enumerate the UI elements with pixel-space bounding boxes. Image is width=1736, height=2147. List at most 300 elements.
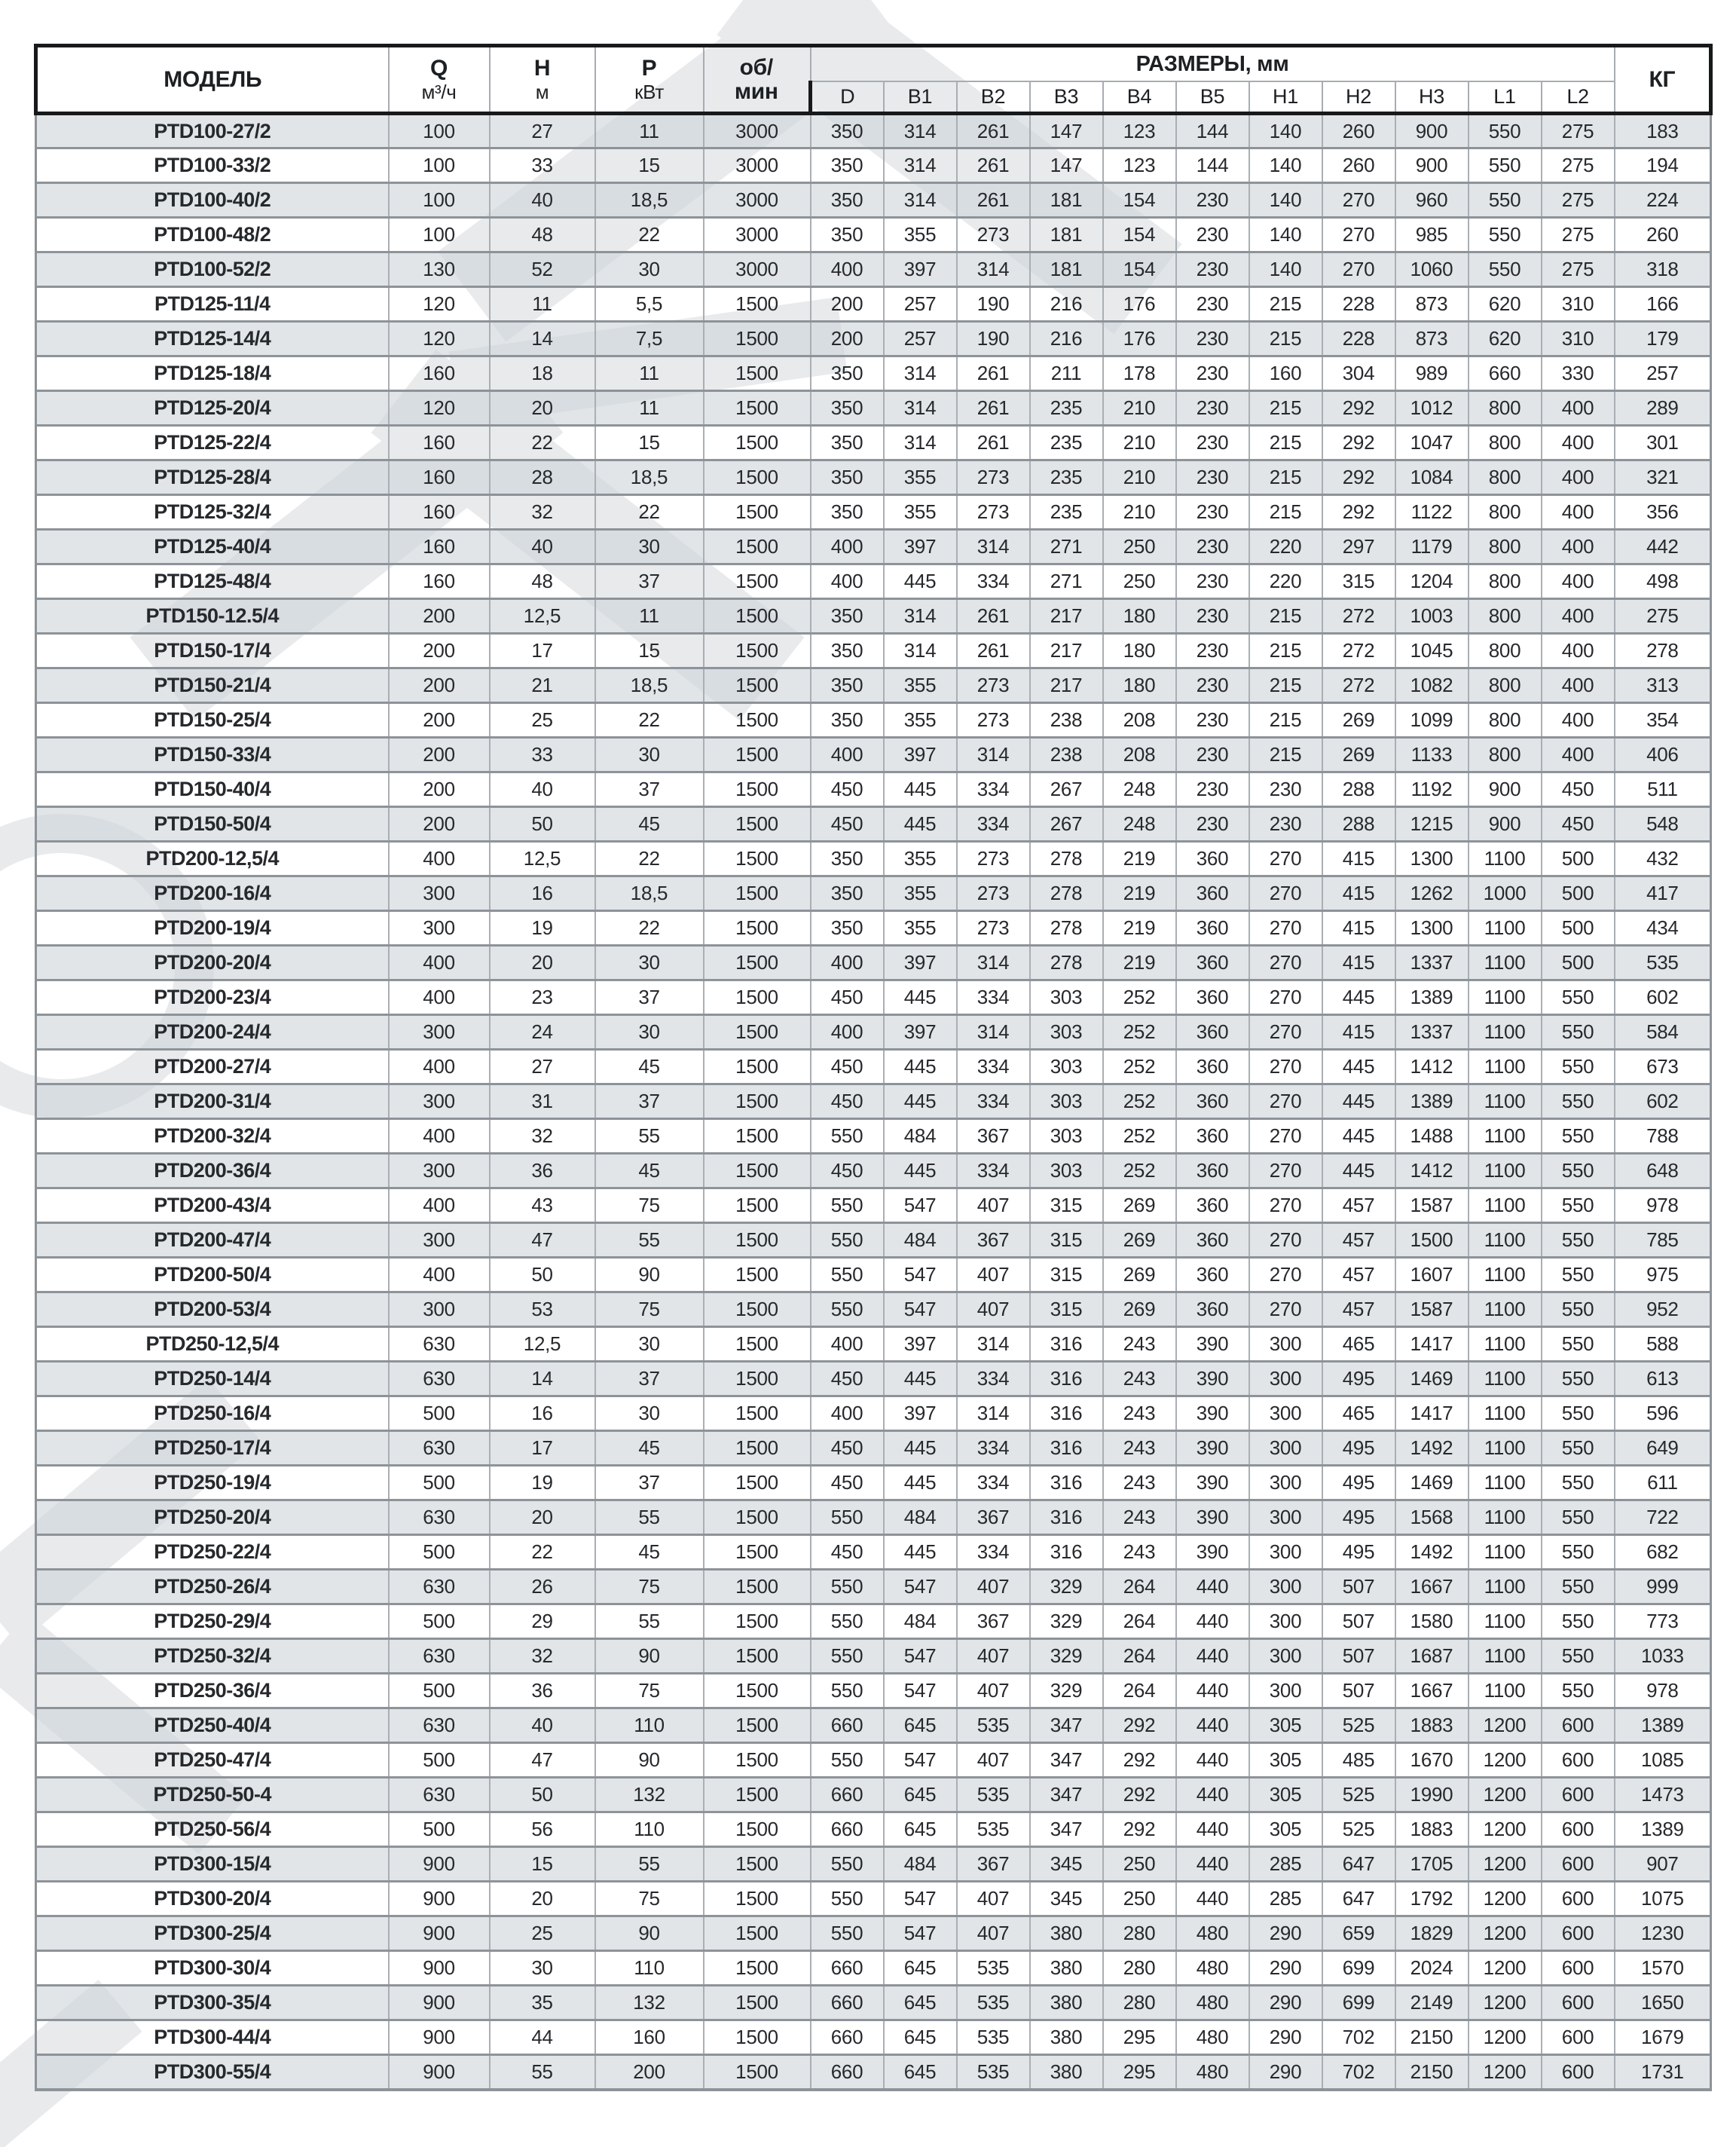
value-cell: 200 <box>389 668 490 703</box>
value-cell: 18,5 <box>595 460 704 495</box>
value-cell: 300 <box>1249 1500 1322 1535</box>
value-cell: 314 <box>957 1396 1030 1431</box>
value-cell: 600 <box>1542 1951 1615 1986</box>
value-cell: 288 <box>1322 772 1395 807</box>
value-cell: 484 <box>884 1119 957 1154</box>
value-cell: 355 <box>884 668 957 703</box>
value-cell: 267 <box>1030 772 1103 807</box>
value-cell: 900 <box>389 1882 490 1916</box>
value-cell: 550 <box>1469 183 1542 218</box>
value-cell: 300 <box>1249 1431 1322 1466</box>
col-header-dimensions-group: РАЗМЕРЫ, мм <box>811 46 1615 81</box>
value-cell: 15 <box>490 1847 595 1882</box>
value-cell: 48 <box>490 218 595 252</box>
value-cell: 1192 <box>1395 772 1469 807</box>
value-cell: 303 <box>1030 980 1103 1015</box>
value-cell: 1568 <box>1395 1500 1469 1535</box>
value-cell: 33 <box>490 148 595 183</box>
value-cell: 1500 <box>704 2055 811 2090</box>
value-cell: 445 <box>1322 1084 1395 1119</box>
value-cell: 316 <box>1030 1396 1103 1431</box>
value-cell: 900 <box>389 1916 490 1951</box>
table-header <box>36 46 1711 114</box>
value-cell: 550 <box>1542 1396 1615 1431</box>
value-cell: 630 <box>389 1778 490 1812</box>
value-cell: 33 <box>490 738 595 772</box>
value-cell: 53 <box>490 1292 595 1327</box>
value-cell: 27 <box>490 1050 595 1084</box>
value-cell: 645 <box>884 2020 957 2055</box>
value-cell: 238 <box>1030 738 1103 772</box>
value-cell: 32 <box>490 1119 595 1154</box>
value-cell: 1500 <box>704 322 811 356</box>
value-cell: 367 <box>957 1604 1030 1639</box>
value-cell: 360 <box>1176 1119 1249 1154</box>
value-cell: 315 <box>1030 1258 1103 1292</box>
value-cell: 200 <box>811 322 884 356</box>
value-cell: 350 <box>811 426 884 460</box>
value-cell: 1500 <box>704 1882 811 1916</box>
value-cell: 484 <box>884 1847 957 1882</box>
value-cell: 90 <box>595 1916 704 1951</box>
value-cell: 550 <box>811 1882 884 1916</box>
value-cell: 24 <box>490 1015 595 1050</box>
value-cell: 550 <box>1542 1431 1615 1466</box>
value-cell: 660 <box>811 1951 884 1986</box>
value-cell: 216 <box>1030 322 1103 356</box>
table-row <box>36 1362 1711 1396</box>
value-cell: 660 <box>811 2055 884 2090</box>
value-cell: 400 <box>389 946 490 980</box>
value-cell: 123 <box>1103 114 1176 148</box>
value-cell: 179 <box>1615 322 1711 356</box>
value-cell: 300 <box>389 1084 490 1119</box>
value-cell: 1667 <box>1395 1570 1469 1604</box>
value-cell: 785 <box>1615 1223 1711 1258</box>
value-cell: 1500 <box>704 946 811 980</box>
table-row <box>36 738 1711 772</box>
value-cell: 264 <box>1103 1604 1176 1639</box>
value-cell: 360 <box>1176 1154 1249 1188</box>
value-cell: 252 <box>1103 1015 1176 1050</box>
table-row <box>36 1327 1711 1362</box>
value-cell: 550 <box>811 1743 884 1778</box>
value-cell: 400 <box>1542 495 1615 530</box>
value-cell: 176 <box>1103 287 1176 322</box>
value-cell: 235 <box>1030 460 1103 495</box>
model-cell: PTD125-48/4 <box>36 564 389 599</box>
value-cell: 270 <box>1249 1084 1322 1119</box>
value-cell: 316 <box>1030 1362 1103 1396</box>
value-cell: 457 <box>1322 1223 1395 1258</box>
value-cell: 432 <box>1615 842 1711 876</box>
value-cell: 350 <box>811 114 884 148</box>
value-cell: 270 <box>1322 183 1395 218</box>
value-cell: 1990 <box>1395 1778 1469 1812</box>
value-cell: 1033 <box>1615 1639 1711 1674</box>
value-cell: 224 <box>1615 183 1711 218</box>
value-cell: 261 <box>957 599 1030 634</box>
value-cell: 252 <box>1103 1154 1176 1188</box>
value-cell: 30 <box>595 946 704 980</box>
value-cell: 2149 <box>1395 1986 1469 2020</box>
value-cell: 1100 <box>1469 1223 1542 1258</box>
value-cell: 900 <box>1469 772 1542 807</box>
value-cell: 484 <box>884 1500 957 1535</box>
value-cell: 445 <box>884 1535 957 1570</box>
value-cell: 450 <box>811 1084 884 1119</box>
value-cell: 2024 <box>1395 1951 1469 1986</box>
value-cell: 1100 <box>1469 1674 1542 1708</box>
value-cell: 132 <box>595 1778 704 1812</box>
value-cell: 200 <box>595 2055 704 2090</box>
value-cell: 303 <box>1030 1015 1103 1050</box>
value-cell: 1500 <box>704 1015 811 1050</box>
value-cell: 315 <box>1030 1223 1103 1258</box>
value-cell: 55 <box>490 2055 595 2090</box>
table-row <box>36 807 1711 842</box>
value-cell: 217 <box>1030 599 1103 634</box>
value-cell: 800 <box>1469 703 1542 738</box>
value-cell: 314 <box>884 391 957 426</box>
value-cell: 1084 <box>1395 460 1469 495</box>
value-cell: 230 <box>1176 183 1249 218</box>
value-cell: 238 <box>1030 703 1103 738</box>
value-cell: 1300 <box>1395 842 1469 876</box>
value-cell: 347 <box>1030 1743 1103 1778</box>
value-cell: 292 <box>1322 495 1395 530</box>
value-cell: 600 <box>1542 1847 1615 1882</box>
value-cell: 773 <box>1615 1604 1711 1639</box>
value-cell: 180 <box>1103 599 1176 634</box>
value-cell: 273 <box>957 842 1030 876</box>
value-cell: 21 <box>490 668 595 703</box>
value-cell: 673 <box>1615 1050 1711 1084</box>
value-cell: 270 <box>1249 980 1322 1015</box>
col-header-power <box>595 46 704 114</box>
value-cell: 397 <box>884 946 957 980</box>
value-cell: 230 <box>1176 218 1249 252</box>
value-cell: 400 <box>1542 530 1615 564</box>
value-cell: 217 <box>1030 668 1103 703</box>
value-cell: 300 <box>1249 1604 1322 1639</box>
value-cell: 275 <box>1542 114 1615 148</box>
value-cell: 140 <box>1249 252 1322 287</box>
model-cell: PTD200-19/4 <box>36 911 389 946</box>
value-cell: 264 <box>1103 1570 1176 1604</box>
value-cell: 40 <box>490 183 595 218</box>
value-cell: 630 <box>389 1362 490 1396</box>
value-cell: 19 <box>490 1466 595 1500</box>
value-cell: 210 <box>1103 495 1176 530</box>
value-cell: 550 <box>811 1674 884 1708</box>
value-cell: 1500 <box>704 1570 811 1604</box>
value-cell: 602 <box>1615 1084 1711 1119</box>
value-cell: 3000 <box>704 183 811 218</box>
value-cell: 1100 <box>1469 1050 1542 1084</box>
value-cell: 1417 <box>1395 1396 1469 1431</box>
value-cell: 500 <box>1542 842 1615 876</box>
value-cell: 630 <box>389 1639 490 1674</box>
value-cell: 1500 <box>704 1916 811 1951</box>
value-cell: 1200 <box>1469 1743 1542 1778</box>
value-cell: 235 <box>1030 391 1103 426</box>
value-cell: 216 <box>1030 287 1103 322</box>
value-cell: 314 <box>884 599 957 634</box>
value-cell: 217 <box>1030 634 1103 668</box>
value-cell: 50 <box>490 807 595 842</box>
value-cell: 37 <box>595 772 704 807</box>
value-cell: 300 <box>1249 1570 1322 1604</box>
value-cell: 440 <box>1176 1882 1249 1916</box>
value-cell: 390 <box>1176 1500 1249 1535</box>
value-cell: 400 <box>389 1188 490 1223</box>
value-cell: 261 <box>957 391 1030 426</box>
value-cell: 120 <box>389 322 490 356</box>
value-cell: 400 <box>1542 738 1615 772</box>
value-cell: 500 <box>1542 876 1615 911</box>
value-cell: 1500 <box>704 1292 811 1327</box>
value-cell: 261 <box>957 426 1030 460</box>
value-cell: 355 <box>884 218 957 252</box>
value-cell: 1500 <box>704 1812 811 1847</box>
value-cell: 30 <box>595 738 704 772</box>
value-cell: 310 <box>1542 287 1615 322</box>
value-cell: 1500 <box>704 1431 811 1466</box>
value-cell: 682 <box>1615 1535 1711 1570</box>
value-cell: 303 <box>1030 1119 1103 1154</box>
value-cell: 200 <box>389 772 490 807</box>
value-cell: 30 <box>595 1396 704 1431</box>
value-cell: 15 <box>595 634 704 668</box>
value-cell: 30 <box>595 1327 704 1362</box>
value-cell: 350 <box>811 842 884 876</box>
table-row <box>36 1639 1711 1674</box>
value-cell: 147 <box>1030 114 1103 148</box>
value-cell: 90 <box>595 1258 704 1292</box>
value-cell: 280 <box>1103 1916 1176 1951</box>
value-cell: 397 <box>884 252 957 287</box>
value-cell: 55 <box>595 1223 704 1258</box>
value-cell: 215 <box>1249 426 1322 460</box>
value-cell: 273 <box>957 911 1030 946</box>
value-cell: 989 <box>1395 356 1469 391</box>
value-cell: 292 <box>1322 426 1395 460</box>
value-cell: 800 <box>1469 564 1542 599</box>
value-cell: 37 <box>595 1362 704 1396</box>
value-cell: 47 <box>490 1743 595 1778</box>
value-cell: 360 <box>1176 980 1249 1015</box>
value-cell: 873 <box>1395 322 1469 356</box>
value-cell: 7,5 <box>595 322 704 356</box>
value-cell: 417 <box>1615 876 1711 911</box>
value-cell: 1500 <box>704 842 811 876</box>
value-cell: 257 <box>1615 356 1711 391</box>
value-cell: 15 <box>595 426 704 460</box>
model-cell: PTD125-11/4 <box>36 287 389 322</box>
value-cell: 1060 <box>1395 252 1469 287</box>
value-cell: 484 <box>884 1223 957 1258</box>
model-cell: PTD150-40/4 <box>36 772 389 807</box>
value-cell: 230 <box>1176 668 1249 703</box>
value-cell: 272 <box>1322 668 1395 703</box>
value-cell: 18,5 <box>595 876 704 911</box>
model-cell: PTD300-15/4 <box>36 1847 389 1882</box>
value-cell: 397 <box>884 1396 957 1431</box>
col-header-dim-d: D <box>811 81 884 114</box>
value-cell: 550 <box>811 1258 884 1292</box>
value-cell: 250 <box>1103 1847 1176 1882</box>
value-cell: 40 <box>490 530 595 564</box>
value-cell: 1492 <box>1395 1431 1469 1466</box>
value-cell: 75 <box>595 1188 704 1223</box>
value-cell: 56 <box>490 1812 595 1847</box>
value-cell: 360 <box>1176 1084 1249 1119</box>
value-cell: 440 <box>1176 1743 1249 1778</box>
value-cell: 45 <box>595 1431 704 1466</box>
value-cell: 270 <box>1249 1258 1322 1292</box>
value-cell: 200 <box>389 599 490 634</box>
value-cell: 219 <box>1103 911 1176 946</box>
value-cell: 415 <box>1322 876 1395 911</box>
value-cell: 407 <box>957 1292 1030 1327</box>
value-cell: 292 <box>1322 391 1395 426</box>
value-cell: 613 <box>1615 1362 1711 1396</box>
value-cell: 550 <box>1542 1466 1615 1500</box>
value-cell: 397 <box>884 1015 957 1050</box>
value-cell: 600 <box>1542 2055 1615 2090</box>
value-cell: 1100 <box>1469 946 1542 980</box>
value-cell: 360 <box>1176 1050 1249 1084</box>
value-cell: 30 <box>595 252 704 287</box>
value-cell: 975 <box>1615 1258 1711 1292</box>
value-cell: 45 <box>595 1535 704 1570</box>
value-cell: 649 <box>1615 1431 1711 1466</box>
value-cell: 434 <box>1615 911 1711 946</box>
value-cell: 315 <box>1322 564 1395 599</box>
value-cell: 1417 <box>1395 1327 1469 1362</box>
table-row <box>36 1986 1711 2020</box>
value-cell: 230 <box>1176 772 1249 807</box>
value-cell: 334 <box>957 564 1030 599</box>
value-cell: 445 <box>884 1431 957 1466</box>
value-cell: 273 <box>957 876 1030 911</box>
model-cell: PTD125-40/4 <box>36 530 389 564</box>
value-cell: 181 <box>1030 183 1103 218</box>
value-cell: 29 <box>490 1604 595 1639</box>
value-cell: 960 <box>1395 183 1469 218</box>
value-cell: 1100 <box>1469 1535 1542 1570</box>
value-cell: 547 <box>884 1188 957 1223</box>
value-cell: 1500 <box>704 495 811 530</box>
value-cell: 1100 <box>1469 1084 1542 1119</box>
value-cell: 1100 <box>1469 1258 1542 1292</box>
model-cell: PTD250-14/4 <box>36 1362 389 1396</box>
value-cell: 180 <box>1103 668 1176 703</box>
value-cell: 305 <box>1249 1778 1322 1812</box>
value-cell: 160 <box>389 530 490 564</box>
value-cell: 314 <box>884 634 957 668</box>
model-cell: PTD300-35/4 <box>36 1986 389 2020</box>
value-cell: 292 <box>1103 1708 1176 1743</box>
value-cell: 400 <box>811 1015 884 1050</box>
value-cell: 1100 <box>1469 1362 1542 1396</box>
value-cell: 252 <box>1103 1119 1176 1154</box>
value-cell: 32 <box>490 1639 595 1674</box>
table-row <box>36 460 1711 495</box>
value-cell: 1500 <box>704 1743 811 1778</box>
value-cell: 550 <box>811 1916 884 1951</box>
table-row <box>36 1431 1711 1466</box>
value-cell: 228 <box>1322 322 1395 356</box>
value-cell: 500 <box>389 1466 490 1500</box>
value-cell: 600 <box>1542 1812 1615 1847</box>
value-cell: 350 <box>811 876 884 911</box>
value-cell: 14 <box>490 322 595 356</box>
value-cell: 350 <box>811 391 884 426</box>
value-cell: 37 <box>595 980 704 1015</box>
value-cell: 43 <box>490 1188 595 1223</box>
value-cell: 350 <box>811 148 884 183</box>
value-cell: 1500 <box>704 1223 811 1258</box>
value-cell: 390 <box>1176 1362 1249 1396</box>
value-cell: 18,5 <box>595 668 704 703</box>
value-cell: 660 <box>1469 356 1542 391</box>
value-cell: 252 <box>1103 1050 1176 1084</box>
table-row <box>36 252 1711 287</box>
value-cell: 647 <box>1322 1882 1395 1916</box>
value-cell: 176 <box>1103 322 1176 356</box>
value-cell: 1045 <box>1395 634 1469 668</box>
value-cell: 314 <box>884 183 957 218</box>
value-cell: 400 <box>389 980 490 1015</box>
value-cell: 550 <box>1542 980 1615 1015</box>
value-cell: 400 <box>811 1396 884 1431</box>
value-cell: 450 <box>811 772 884 807</box>
value-cell: 334 <box>957 1535 1030 1570</box>
value-cell: 310 <box>1542 322 1615 356</box>
value-cell: 445 <box>1322 1119 1395 1154</box>
value-cell: 535 <box>957 1951 1030 1986</box>
model-cell: PTD200-36/4 <box>36 1154 389 1188</box>
value-cell: 407 <box>957 1916 1030 1951</box>
value-cell: 1100 <box>1469 980 1542 1015</box>
value-cell: 243 <box>1103 1431 1176 1466</box>
value-cell: 300 <box>389 1223 490 1258</box>
value-cell: 200 <box>389 634 490 668</box>
value-cell: 200 <box>389 807 490 842</box>
value-cell: 305 <box>1249 1743 1322 1778</box>
value-cell: 407 <box>957 1674 1030 1708</box>
value-cell: 1389 <box>1615 1812 1711 1847</box>
model-cell: PTD100-48/2 <box>36 218 389 252</box>
table-row <box>36 183 1711 218</box>
value-cell: 278 <box>1030 911 1103 946</box>
value-cell: 314 <box>957 1015 1030 1050</box>
model-cell: PTD200-50/4 <box>36 1258 389 1292</box>
value-cell: 334 <box>957 1084 1030 1119</box>
value-cell: 550 <box>1542 1154 1615 1188</box>
value-cell: 288 <box>1322 807 1395 842</box>
value-cell: 75 <box>595 1570 704 1604</box>
value-cell: 630 <box>389 1327 490 1362</box>
value-cell: 360 <box>1176 1015 1249 1050</box>
value-cell: 27 <box>490 114 595 148</box>
value-cell: 407 <box>957 1570 1030 1604</box>
value-cell: 243 <box>1103 1396 1176 1431</box>
value-cell: 507 <box>1322 1674 1395 1708</box>
value-cell: 22 <box>595 495 704 530</box>
